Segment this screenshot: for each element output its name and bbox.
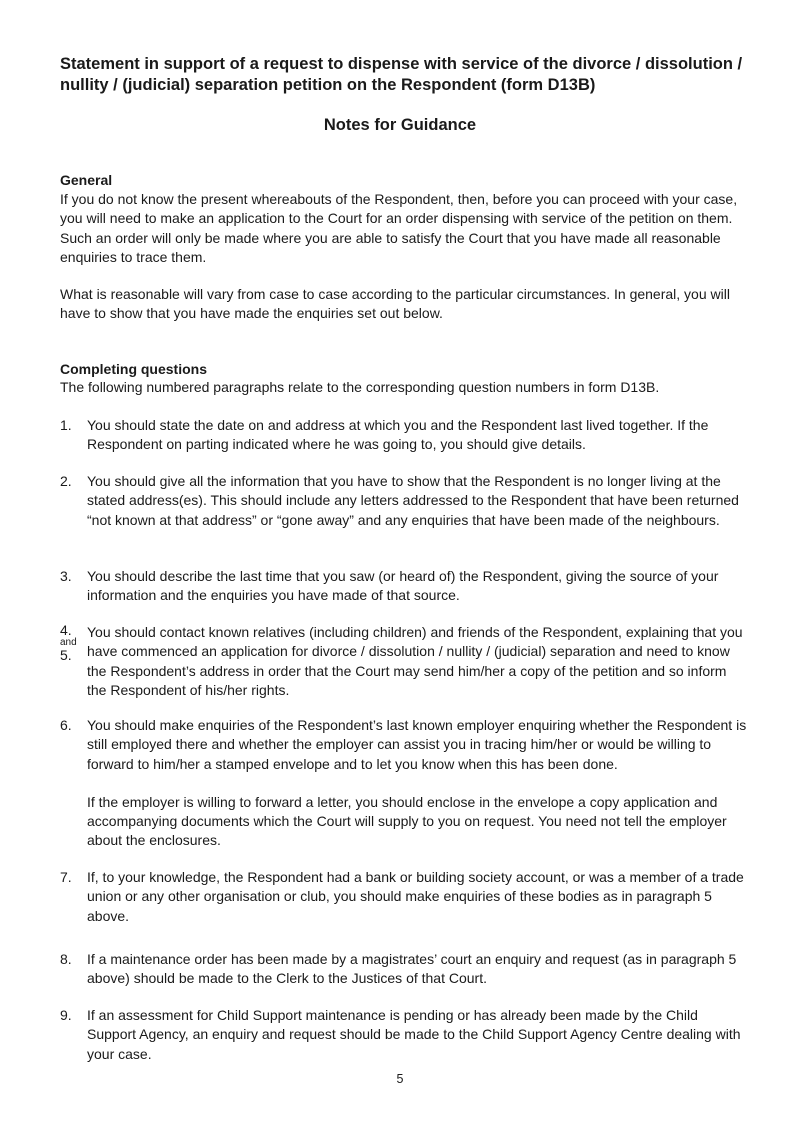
- item-number-and: and: [60, 637, 77, 648]
- item-number: 3.: [60, 568, 72, 584]
- page-number: 5: [396, 1072, 404, 1086]
- item-text: If, to your knowledge, the Respondent had a bank or building society account, or was a member of a trade union or any other organisation or club, you should make enquiries of these bodies as in paragraph 5 above.: [87, 869, 744, 924]
- section-heading-general: General: [60, 172, 113, 188]
- general-paragraph-1: If you do not know the present whereabouts of the Respondent, then, before you can proceed with your case, you will need to make an application to the Court for an order dispensing with service of the petition on them. Such an order will only be made where you are able to satisfy the Court that you have made all reasonable enquiries to trace them.: [60, 191, 738, 265]
- section-heading-completing: Completing questions: [60, 361, 207, 377]
- guidance-item-8: [60, 950, 750, 989]
- general-paragraph-2: What is reasonable will vary from case to case according to the particular circumstances. In general, you will have to show that you have made the enquiries set out below.: [60, 286, 730, 322]
- document-title: Statement in support of a request to dispense with service of the divorce / dissolution / nullity / (judicial) separation petition on the Respondent (form D13B): [60, 55, 743, 94]
- item-number-bottom: 5.: [60, 647, 72, 663]
- completing-intro: The following numbered paragraphs relate to the corresponding question numbers in form D13B.: [60, 379, 660, 395]
- item-number-top: 4.: [60, 622, 72, 638]
- guidance-item-7: [60, 868, 750, 926]
- guidance-item-9: [60, 1006, 750, 1064]
- item-text: If a maintenance order has been made by a magistrates’ court an enquiry and request (as in paragraph 5 above) should be made to the Clerk to the Justices of that Court.: [87, 951, 737, 987]
- item-number-stack: [60, 623, 84, 663]
- guidance-item-1: [60, 416, 750, 455]
- item-text: You should give all the information that you have to show that the Respondent is no longer living at the stated address(es). This should include any letters addressed to the Respondent that have been returned “not known at that address” or “gone away” and any enquiries that have been made of the neighbours.: [87, 473, 739, 528]
- item-text: If an assessment for Child Support maintenance is pending or has already been made by the Child Support Agency, an enquiry and request should be made to the Child Support Agency Centre dealing with your case.: [87, 1007, 741, 1062]
- document-subtitle: Notes for Guidance: [323, 116, 477, 134]
- guidance-item-4-and-5: [60, 623, 750, 700]
- guidance-item-3: [60, 567, 750, 606]
- item-number: 6.: [60, 717, 72, 733]
- item-number: 8.: [60, 951, 72, 967]
- item-text: You should describe the last time that you saw (or heard of) the Respondent, giving the source of your information and the enquiries you have made of that source.: [87, 568, 719, 604]
- item-number: 9.: [60, 1007, 72, 1023]
- guidance-item-6: [60, 716, 750, 851]
- item-text-continued: If the employer is willing to forward a letter, you should enclose in the envelope a copy application and accompanying documents which the Court will supply to you on request. You need not tell the employer about the enclosures.: [87, 793, 727, 849]
- item-text: You should state the date on and address at which you and the Respondent last lived together. If the Respondent on parting indicated where he was going to, you should give details.: [87, 417, 709, 453]
- item-number: 7.: [60, 869, 72, 885]
- item-text: You should contact known relatives (including children) and friends of the Respondent, explaining that you have commenced an application for divorce / dissolution / nullity / (judicial) separation and need to know the Respondent’s address in order that the Court may send him/her a copy of the petition and so inform the Respondent of his/her rights.: [87, 624, 743, 698]
- item-text: You should make enquiries of the Respondent’s last known employer enquiring whether the Respondent is still employed there and whether the employer can assist you in tracing him/her or would be willing to forward to him/her a stamped envelope and to let you know when this has been done.: [87, 717, 747, 772]
- item-number: 2.: [60, 473, 72, 489]
- guidance-item-2: [60, 472, 750, 530]
- item-number: 1.: [60, 417, 72, 433]
